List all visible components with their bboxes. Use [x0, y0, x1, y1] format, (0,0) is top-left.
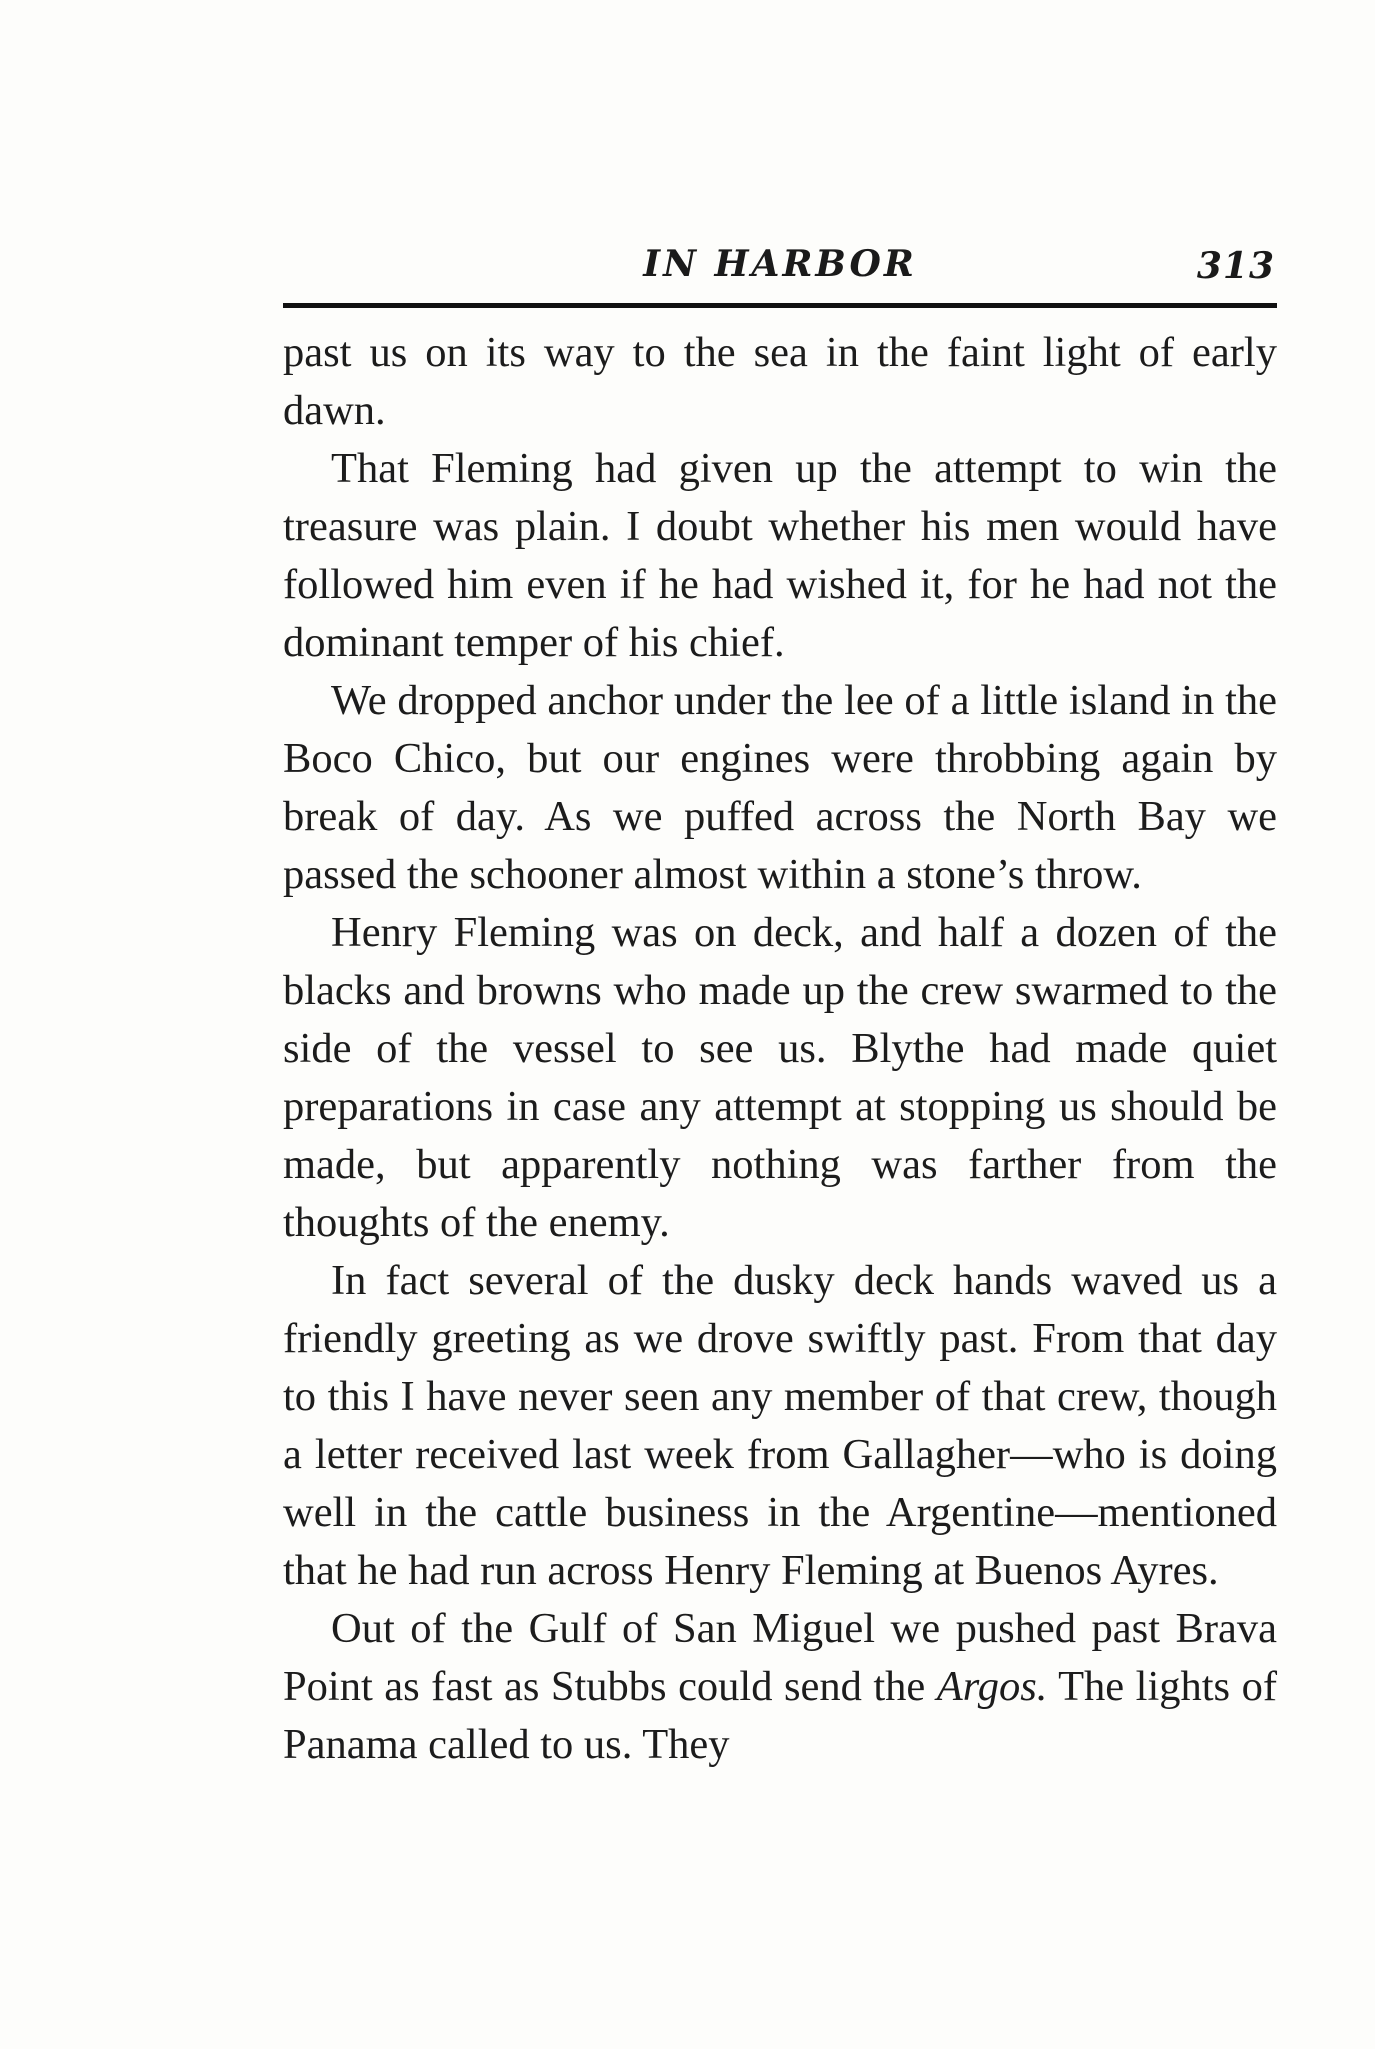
body-text — [283, 324, 1277, 1774]
paragraph-6-end: The lights of Panama called to us. They — [283, 1663, 1277, 1768]
running-title: IN HARBOR — [643, 243, 917, 285]
paragraph-4: Henry Fleming was on deck, and half a dozen of the blacks and browns who made up the crew swarmed to the side of the vessel to see us. Blythe had made quiet preparations in case any attempt at stopping us should be made, but apparently nothing was farther from the thoughts of the enemy. — [283, 909, 1277, 1246]
paragraph-6-start: Out of the Gulf of San Miguel we pushed past Brava Point as fast as Stubbs could send the — [283, 1605, 1277, 1710]
paragraph-5: In fact several of the dusky deck hands waved us a friendly greeting as we drove swiftly past. From that day to this I have never seen any member of that crew, though a letter received last week from Gallagher—who is doing well in the cattle business in the Argentine—mentioned that he had run across Henry Fleming at Buenos Ayres. — [283, 1257, 1277, 1594]
paragraph-3: We dropped anchor under the lee of a little island in the Boco Chico, but our engines were throbbing again by break of day. As we puffed across the North Bay we passed the schooner almost within a stone’s throw. — [283, 677, 1277, 898]
running-head — [285, 243, 1275, 303]
paragraph-6 — [283, 1600, 1277, 1774]
paragraph-2: That Fleming had given up the attempt to win the treasure was plain. I doubt whether his men would have followed him even if he had wished it, for he had not the dominant temper of his chief. — [283, 445, 1277, 666]
paragraph-1: past us on its way to the sea in the faint light of early dawn. — [283, 329, 1277, 434]
page-number: 313 — [1196, 245, 1275, 287]
ship-name: Argos. — [936, 1663, 1048, 1710]
header-rule — [283, 303, 1277, 308]
